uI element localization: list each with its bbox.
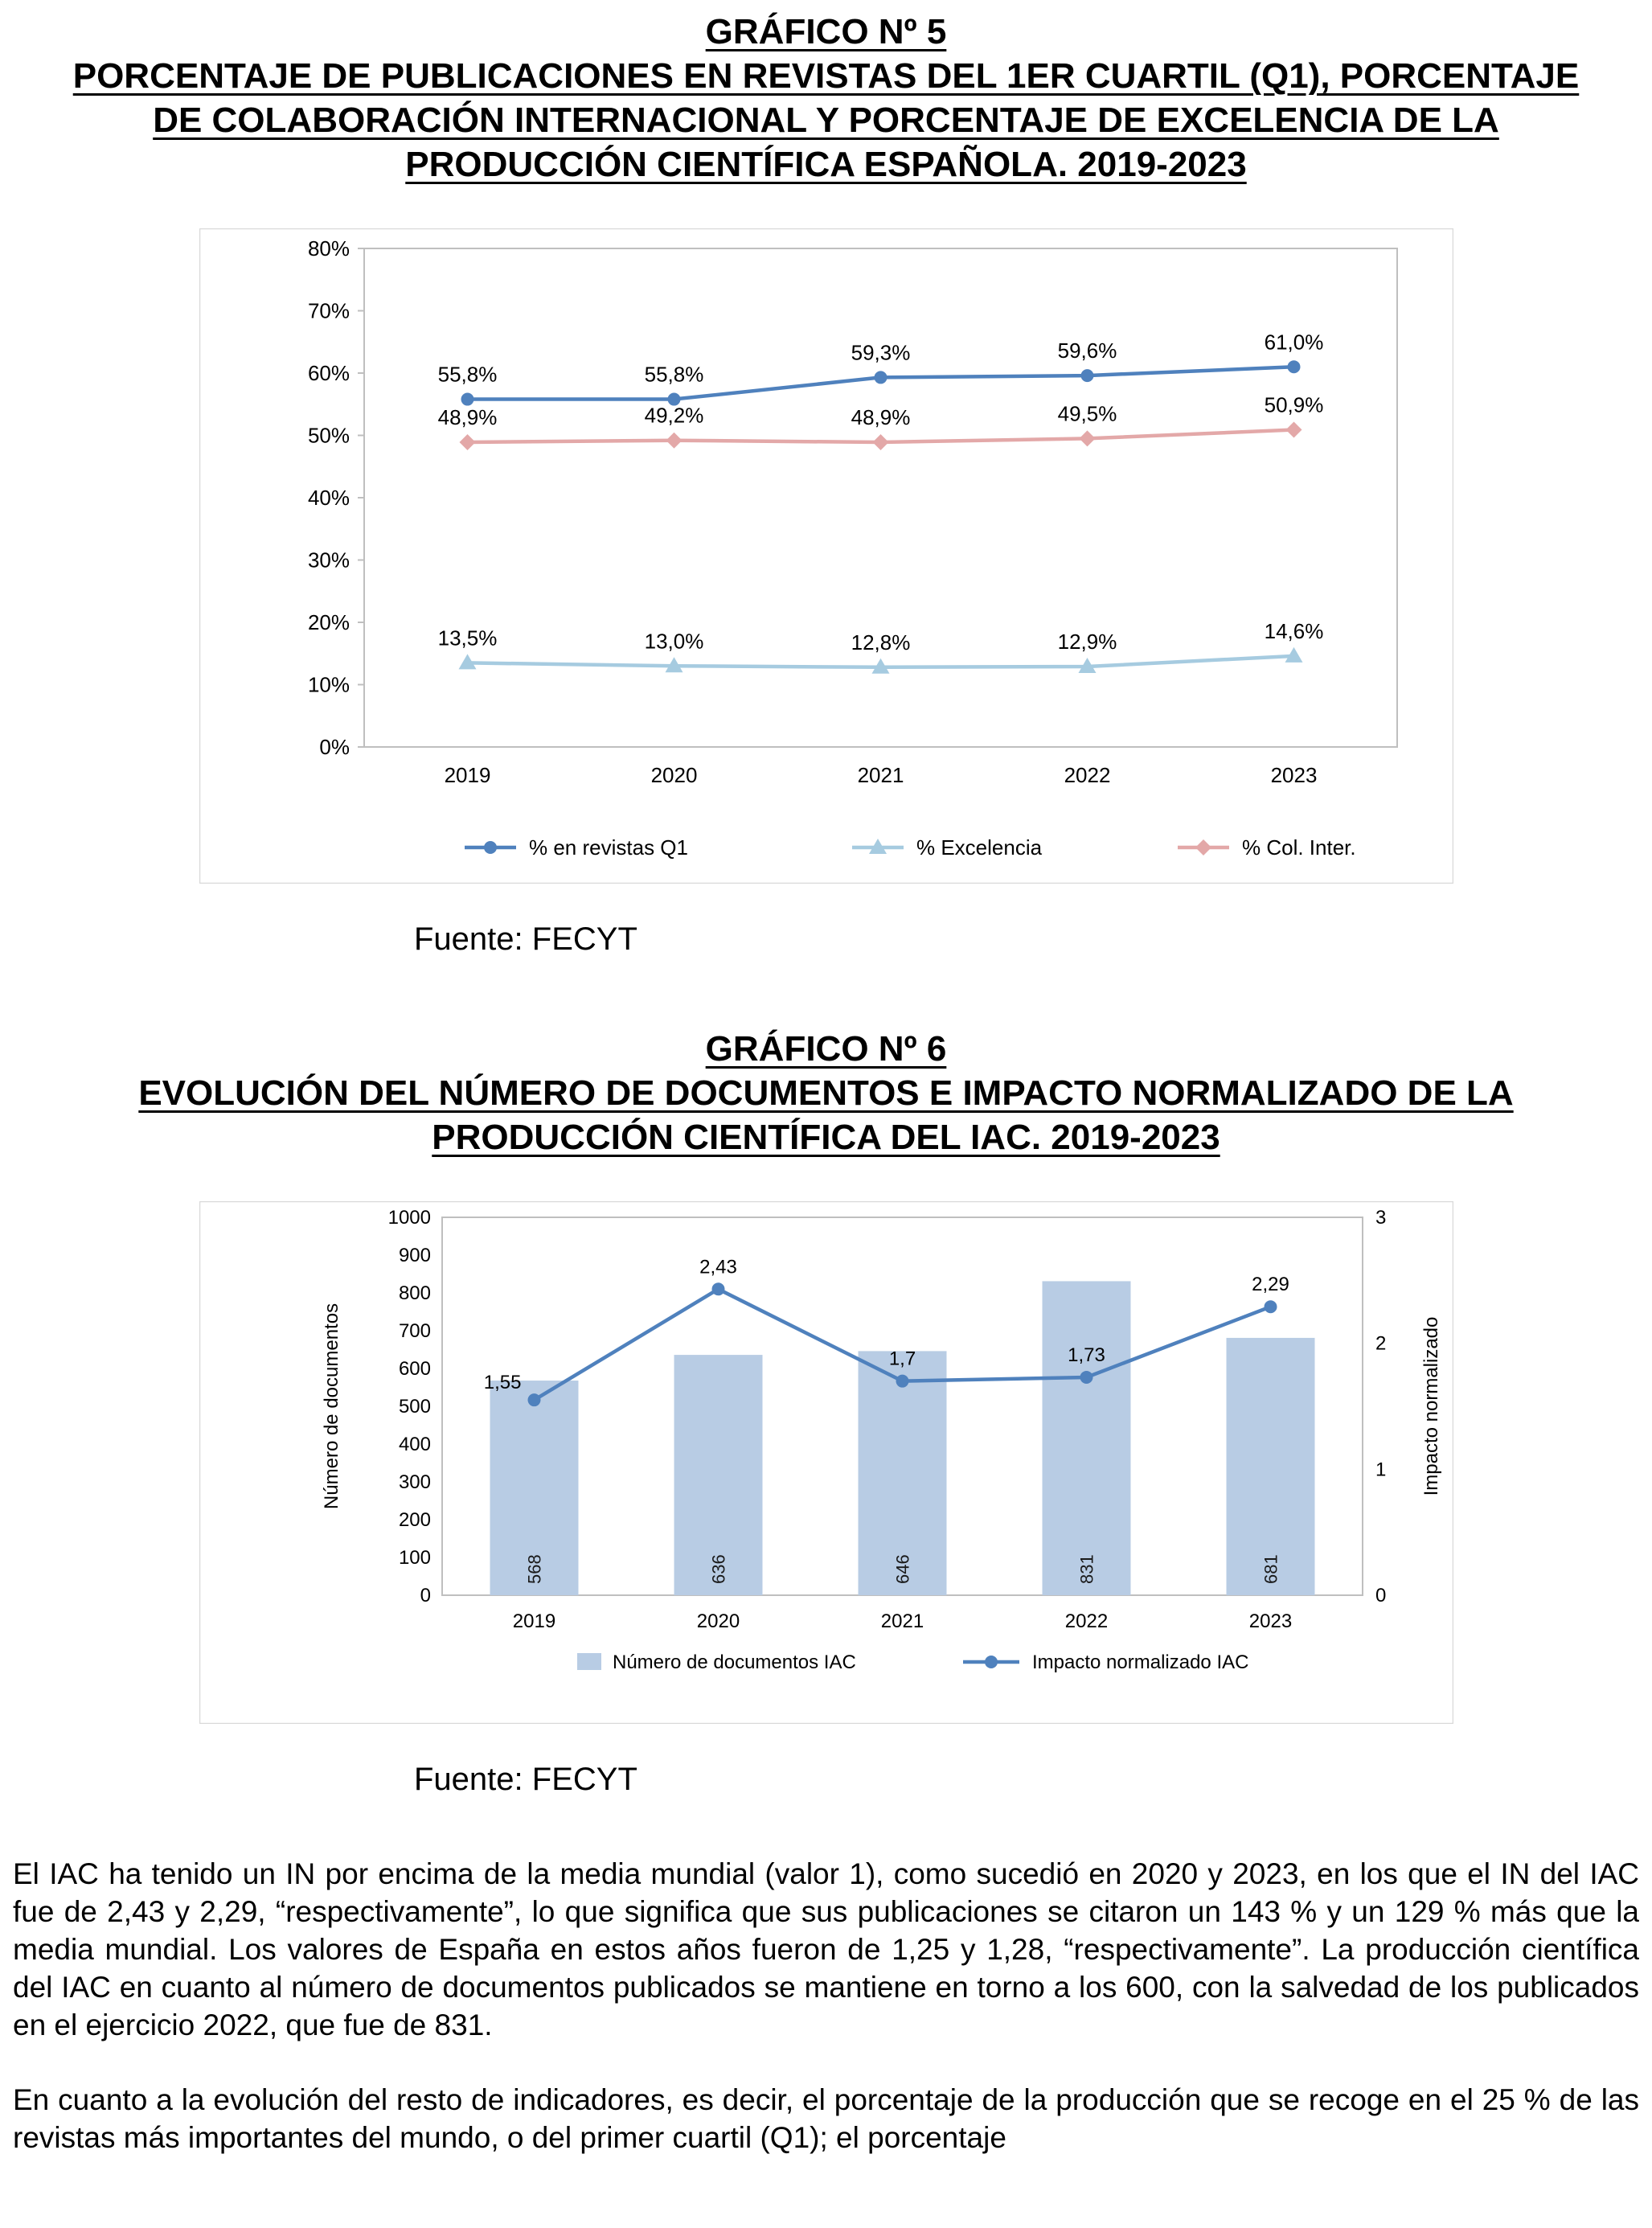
svg-text:1,7: 1,7: [888, 1348, 916, 1370]
svg-text:646: 646: [892, 1554, 912, 1584]
svg-text:2020: 2020: [696, 1610, 740, 1632]
line-marker: [1264, 1300, 1277, 1313]
svg-text:800: 800: [398, 1282, 431, 1304]
chart6-source-caption: Fuente: FECYT: [414, 1762, 637, 1797]
svg-text:500: 500: [398, 1396, 431, 1418]
svg-text:831: 831: [1076, 1554, 1097, 1584]
svg-text:200: 200: [398, 1509, 431, 1531]
svg-text:20%: 20%: [307, 610, 350, 634]
line-marker: [1080, 1371, 1092, 1384]
chart5-heading-line-1: GRÁFICO Nº 5: [705, 12, 947, 51]
svg-text:55,8%: 55,8%: [644, 362, 703, 387]
svg-text:2020: 2020: [650, 763, 697, 787]
chart6-heading-line-2: EVOLUCIÓN DEL NÚMERO DE DOCUMENTOS E IMPACTO NORMALIZADO DE LA: [138, 1073, 1514, 1113]
series-marker: [461, 393, 473, 406]
chart5-source-caption: Fuente: FECYT: [414, 921, 637, 957]
svg-text:2022: 2022: [1064, 763, 1110, 787]
svg-text:48,9%: 48,9%: [851, 405, 910, 430]
svg-text:30%: 30%: [307, 548, 350, 572]
svg-text:2,43: 2,43: [699, 1256, 737, 1278]
svg-text:49,5%: 49,5%: [1057, 401, 1117, 426]
combo-chart-svg: [199, 1201, 1453, 1724]
documents-impact-combo-chart: [199, 1201, 1453, 1724]
svg-text:1: 1: [1375, 1459, 1386, 1481]
svg-text:70%: 70%: [307, 298, 350, 323]
svg-text:40%: 40%: [307, 486, 350, 510]
svg-text:2021: 2021: [857, 763, 904, 787]
svg-text:3: 3: [1375, 1207, 1386, 1229]
q1-excellence-collab-line-chart: [199, 228, 1453, 884]
chart5-heading-line-3: DE COLABORACIÓN INTERNACIONAL Y PORCENTAJE DE EXCELENCIA DE LA: [153, 101, 1499, 140]
svg-text:60%: 60%: [307, 361, 350, 385]
svg-text:681: 681: [1261, 1554, 1281, 1584]
svg-text:48,9%: 48,9%: [437, 405, 497, 430]
svg-text:55,8%: 55,8%: [437, 362, 497, 387]
svg-text:61,0%: 61,0%: [1264, 330, 1323, 355]
svg-text:12,8%: 12,8%: [851, 630, 910, 654]
svg-text:Impacto normalizado IAC: Impacto normalizado IAC: [1031, 1652, 1248, 1673]
svg-text:% Excelencia: % Excelencia: [916, 835, 1042, 860]
chart5-heading: [0, 10, 1652, 187]
series-marker: [484, 841, 497, 854]
svg-text:0: 0: [1375, 1585, 1386, 1606]
chart6-heading: [0, 1027, 1652, 1159]
svg-text:59,6%: 59,6%: [1057, 339, 1117, 363]
svg-text:2023: 2023: [1248, 1610, 1292, 1632]
svg-text:2: 2: [1375, 1332, 1386, 1355]
svg-text:568: 568: [524, 1554, 544, 1584]
svg-text:12,9%: 12,9%: [1057, 630, 1117, 654]
chart5-heading-line-2: PORCENTAJE DE PUBLICACIONES EN REVISTAS DEL 1ER CUARTIL (Q1), PORCENTAJE: [72, 56, 1580, 96]
chart5-heading-line-4: PRODUCCIÓN CIENTÍFICA ESPAÑOLA. 2019-2023: [405, 145, 1247, 184]
svg-text:13,5%: 13,5%: [437, 626, 497, 650]
svg-text:Impacto normalizado: Impacto normalizado: [1420, 1316, 1442, 1496]
paragraph-other-indicators: En cuanto a la evolución del resto de indicadores, es decir, el porcentaje de la producción que se recoge en el 25 % de las revistas más importantes del mundo, o del primer cuartil (Q1); el porcentaje: [13, 2083, 1639, 2154]
svg-text:10%: 10%: [307, 672, 350, 697]
svg-text:1,73: 1,73: [1067, 1344, 1105, 1366]
svg-text:1000: 1000: [387, 1207, 431, 1229]
svg-text:2,29: 2,29: [1251, 1274, 1289, 1296]
svg-text:700: 700: [398, 1320, 431, 1342]
line-marker: [896, 1375, 908, 1388]
line-marker: [711, 1282, 724, 1295]
chart6-heading-line-3: PRODUCCIÓN CIENTÍFICA DEL IAC. 2019-2023: [432, 1118, 1220, 1157]
svg-text:14,6%: 14,6%: [1264, 618, 1323, 643]
bar-documents: [1042, 1281, 1130, 1595]
svg-text:50%: 50%: [307, 423, 350, 448]
series-marker: [1080, 369, 1093, 382]
svg-text:2019: 2019: [512, 1610, 555, 1632]
svg-text:2021: 2021: [880, 1610, 924, 1632]
svg-text:% en revistas Q1: % en revistas Q1: [528, 835, 688, 860]
svg-text:100: 100: [398, 1547, 431, 1569]
svg-text:1,55: 1,55: [483, 1372, 521, 1394]
svg-text:50,9%: 50,9%: [1264, 392, 1323, 417]
paragraph-iac-impact: El IAC ha tenido un IN por encima de la media mundial (valor 1), como sucedió en 2020 y 2023, en los que el IN del IAC fue de 2,43 y 2,29, “respectivamente”, lo que significa que sus publicaciones se citaron un 143 % y un 129 % más que la media mundial. Los valores de España en estos años fueron de 1,25 y 1,28, “respectivamente”. La producción científica del IAC en cuanto al número de documentos publicados se mantiene en torno a los 600, con la salvedad de los publicados en el ejercicio 2022, que fue de 831.: [13, 1857, 1639, 2041]
svg-text:0: 0: [420, 1585, 431, 1606]
svg-text:600: 600: [398, 1358, 431, 1380]
svg-text:% Col. Inter.: % Col. Inter.: [1241, 835, 1356, 860]
svg-text:13,0%: 13,0%: [644, 629, 703, 654]
svg-text:0%: 0%: [318, 735, 350, 759]
svg-text:2019: 2019: [444, 763, 490, 787]
svg-text:Número de documentos: Número de documentos: [320, 1303, 342, 1510]
svg-text:900: 900: [398, 1245, 431, 1266]
svg-text:80%: 80%: [307, 236, 350, 261]
series-marker: [1287, 360, 1300, 373]
svg-text:636: 636: [708, 1554, 728, 1584]
svg-text:400: 400: [398, 1434, 431, 1455]
svg-text:2022: 2022: [1064, 1610, 1108, 1632]
chart6-heading-line-1: GRÁFICO Nº 6: [705, 1029, 947, 1069]
series-marker: [874, 371, 887, 384]
svg-text:300: 300: [398, 1471, 431, 1493]
svg-text:49,2%: 49,2%: [644, 403, 703, 428]
svg-text:2023: 2023: [1270, 763, 1317, 787]
svg-text:59,3%: 59,3%: [851, 340, 910, 365]
line-marker: [527, 1393, 540, 1406]
svg-text:Número de documentos IAC: Número de documentos IAC: [612, 1652, 856, 1673]
line-chart-svg: [199, 228, 1453, 884]
